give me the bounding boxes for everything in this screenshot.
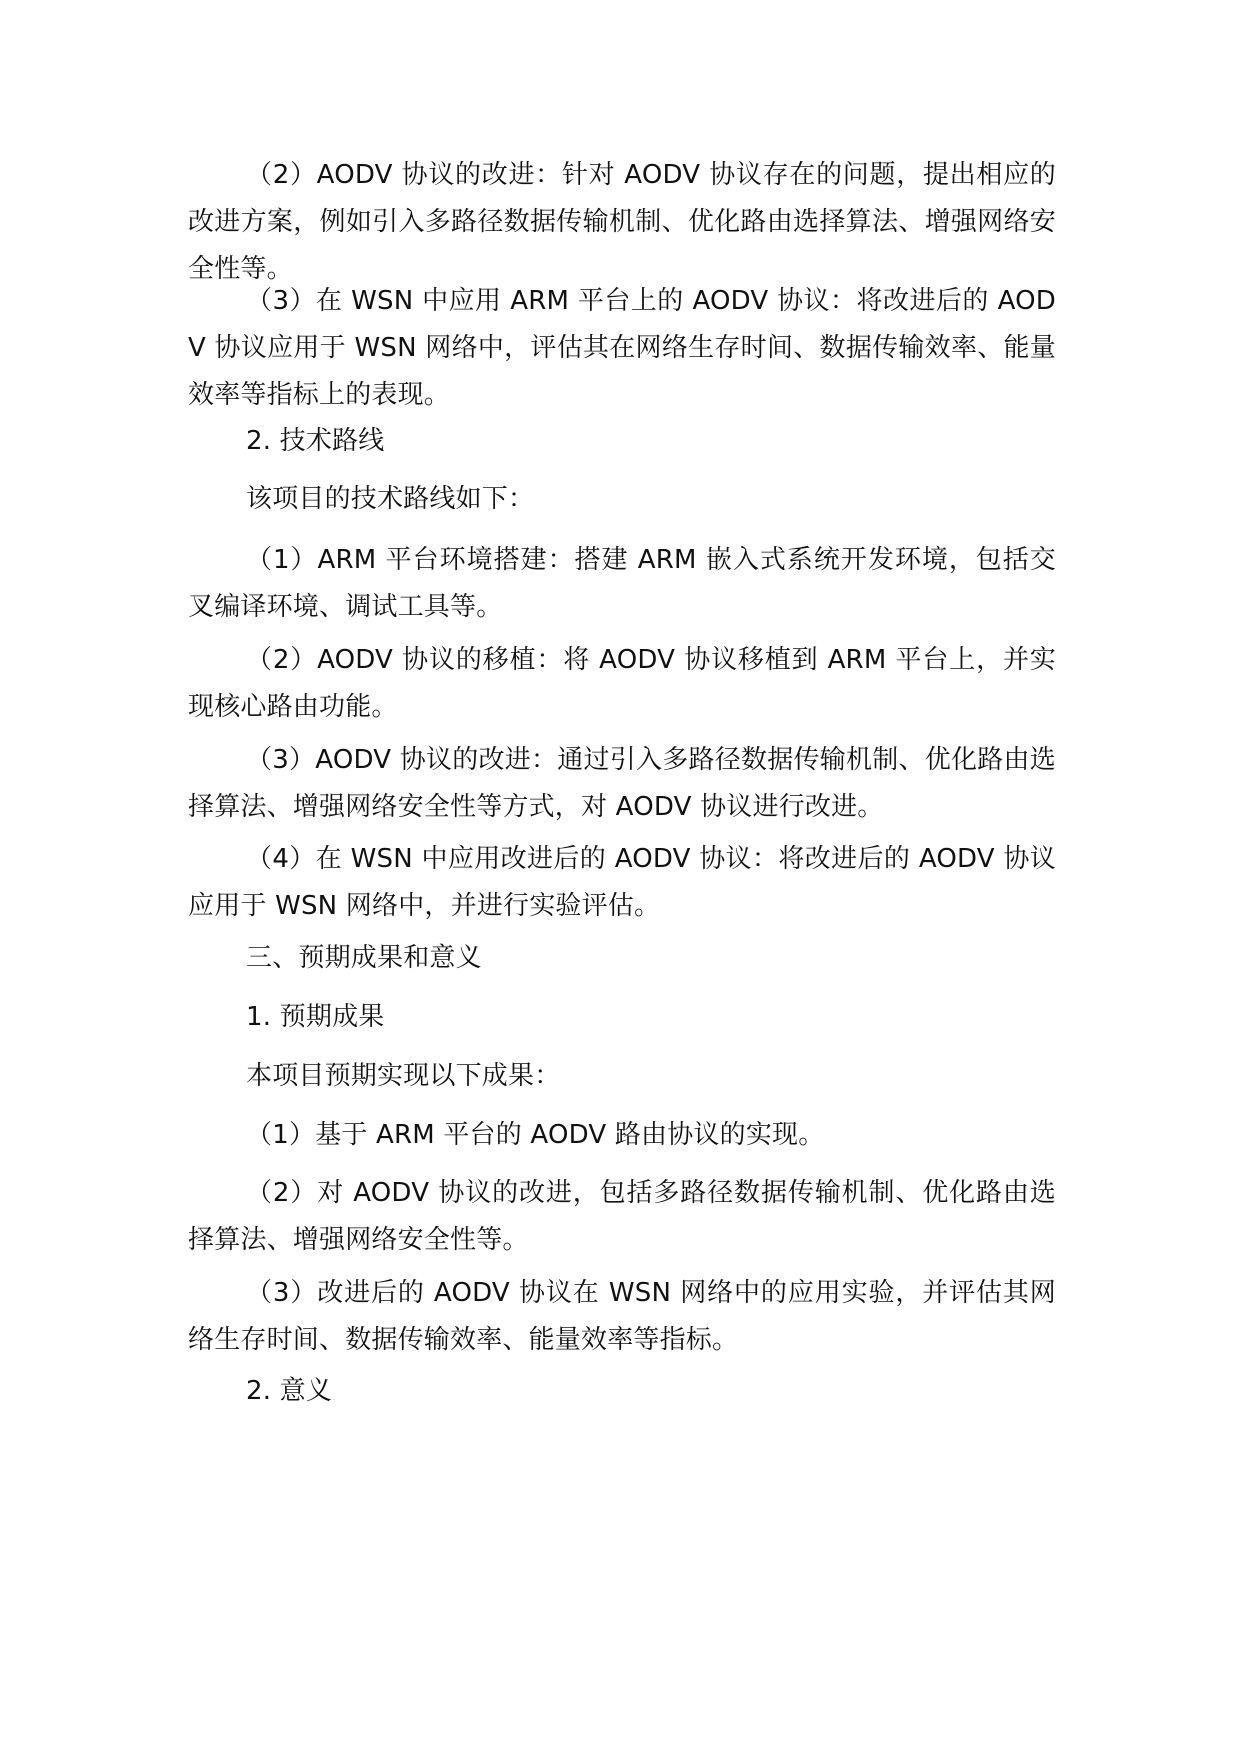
section-heading-technical-route: 2. 技术路线 — [246, 426, 385, 456]
paragraph-outcome-3: （3）改进后的 AODV 协议在 WSN 网络中的应用实验，并评估其网络生存时间、数据传输效率、能量效率等指标。 — [188, 1278, 1056, 1355]
paragraph-outcome-2: （2）对 AODV 协议的改进，包括多路径数据传输机制、优化路由选择算法、增强网络安全性等。 — [188, 1178, 1056, 1255]
section-heading-expected-results: 三、预期成果和意义 — [246, 943, 482, 973]
paragraph-wsn-application: （3）在 WSN 中应用 ARM 平台上的 AODV 协议：将改进后的 AODV 协议应用于 WSN 网络中，评估其在网络生存时间、数据传输效率、能量效率等指标上的表现。 — [188, 286, 1056, 410]
paragraph-aodv-improvement: （2）AODV 协议的改进：针对 AODV 协议存在的问题，提出相应的改进方案，例如引入多路径数据传输机制、优化路由选择算法、增强网络安全性等。 — [188, 160, 1056, 284]
paragraph-arm-environment: （1）ARM 平台环境搭建：搭建 ARM 嵌入式系统开发环境，包括交叉编译环境、调试工具等。 — [188, 545, 1056, 622]
paragraph-outcome-1: （1）基于 ARM 平台的 AODV 路由协议的实现。 — [246, 1120, 825, 1150]
paragraph-aodv-porting: （2）AODV 协议的移植：将 AODV 协议移植到 ARM 平台上，并实现核心路由功能。 — [188, 645, 1056, 722]
section-heading-expected-outcomes: 1. 预期成果 — [246, 1002, 385, 1032]
section-heading-significance: 2. 意义 — [246, 1376, 333, 1406]
paragraph-technical-route-intro: 该项目的技术路线如下： — [246, 484, 535, 514]
paragraph-outcomes-intro: 本项目预期实现以下成果： — [246, 1061, 561, 1091]
paragraph-wsn-experiment: （4）在 WSN 中应用改进后的 AODV 协议：将改进后的 AODV 协议应用于 WSN 网络中，并进行实验评估。 — [188, 844, 1056, 921]
paragraph-aodv-improvement-methods: （3）AODV 协议的改进：通过引入多路径数据传输机制、优化路由选择算法、增强网络安全性等方式，对 AODV 协议进行改进。 — [188, 745, 1056, 822]
